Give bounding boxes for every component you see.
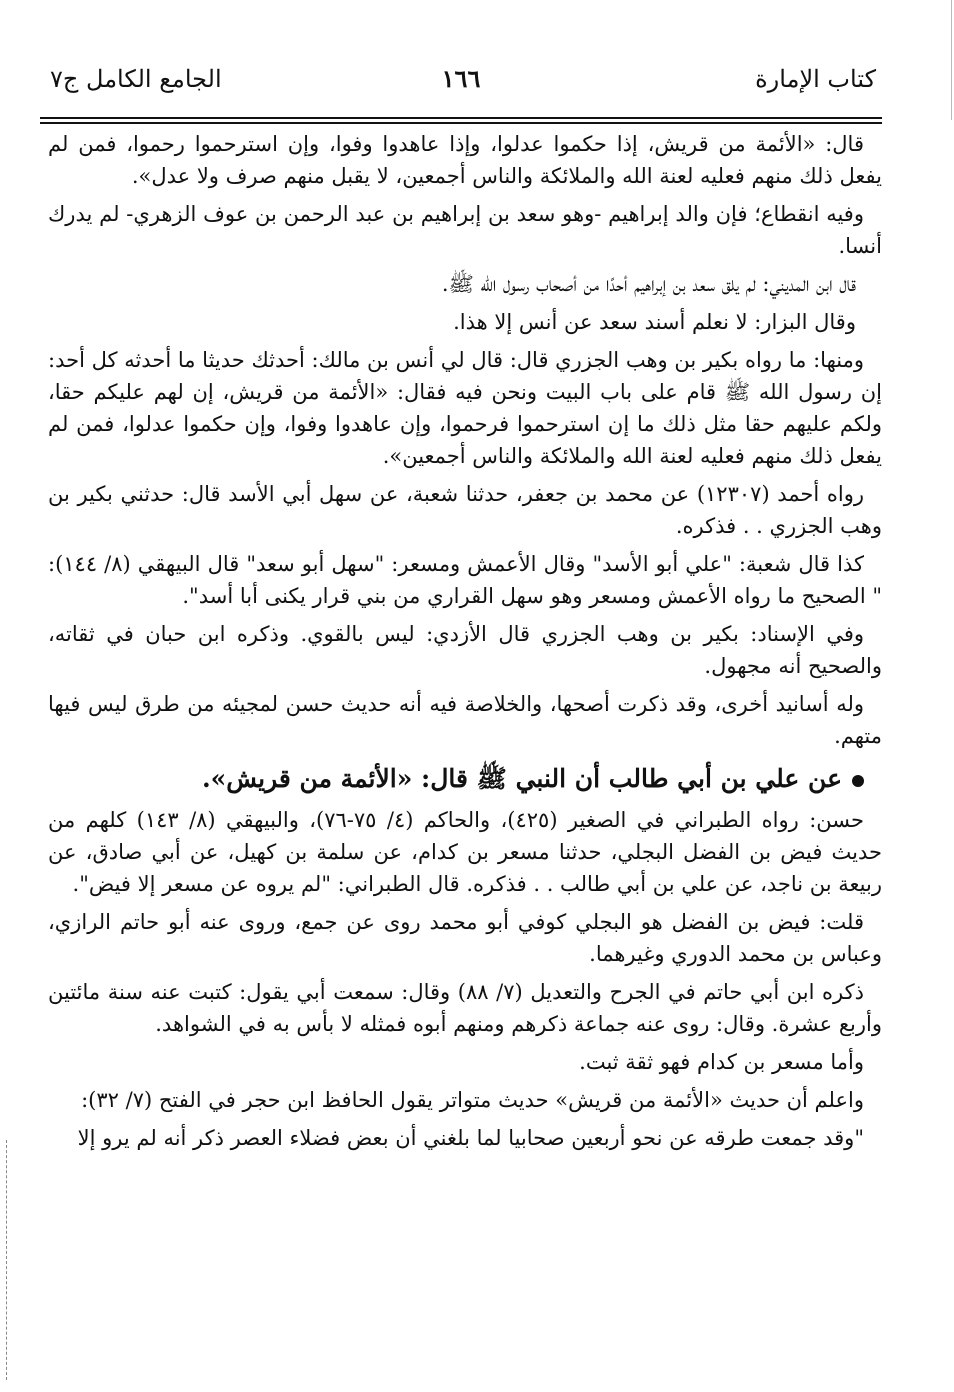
paragraph: ذكره ابن أبي حاتم في الجرح والتعديل (٧/ ٨٨) وقال: سمعت أبي يقول: كتبت عنه سنة مائتين وأربع عشرة. وقال: روى عنه جماعة ذكرهم ومنهم أبوه فمثله لا بأس به في الشواهد. [48,980,882,1036]
hadith-heading [48,760,882,798]
paragraph: "وقد جمعت طرقه عن نحو أربعين صحابيا لما بلغني أن بعض فضلاء العصر ذكر أنه لم يرو إلا [77,1126,864,1150]
paragraph: وله أسانيد أخرى، وقد ذكرت أصحها، والخلاصة فيه أنه حديث حسن لمجيئه من طرق ليس فيها متهم. [48,692,882,748]
scan-edge-line [951,0,952,120]
page-header [40,56,882,116]
paragraph: قلت: فيض بن الفضل هو البجلي كوفي أبو محمد روى عن جمع، وروى عنه أبو حاتم الرازي، وعباس بن محمد الدوري وغيرهما. [48,910,882,966]
paragraph: رواه أحمد (١٢٣٠٧) عن محمد بن جعفر، حدثنا شعبة، عن سهل أبي الأسد قال: حدثني بكير بن وهب الجزري . . فذكره. [48,482,882,538]
paragraph: كذا قال شعبة: "علي أبو الأسد" وقال الأعمش ومسعر: "سهل أبو سعد" قال البيهقي (٨/ ١٤٤): " الصحيح ما رواه الأعمش ومسعر وهو سهل القراري من بني قرار يكنى أبا أسد". [48,552,882,608]
page-body [48,128,882,1160]
paragraph: حسن: رواه الطبراني في الصغير (٤٢٥)، والحاكم (٤/ ٧٥-٧٦)، والبيهقي (٨/ ١٤٣) كلهم من حديث فيض بن الفضل البجلي، حدثنا مسعر بن كدام، عن سلمة بن كهيل، عن أبي صادق، عن ربيعة بن ناجد، عن علي بن أبي طالب . . فذكره. قال الطبراني: "لم يروه عن مسعر إلا فيض". [48,808,882,896]
paragraph: قال: «الأئمة من قريش، إذا حكموا عدلوا، وإذا عاهدوا وفوا، وإن استرحموا رحموا، فمن لم يفعل ذلك منهم فعليه لعنة الله والملائكة والناس أجمعين، لا يقبل منهم صرف ولا عدل». [48,132,882,188]
paragraph: وفي الإسناد: بكير بن وهب الجزري قال الأزدي: ليس بالقوي. وذكره ابن حبان في ثقاته، والصحيح أنه مجهول. [48,622,882,678]
bullet-icon [852,775,864,787]
scan-margin-marks [6,1140,9,1380]
quote-paragraph: قال ابن المديني: لم يلق سعد بن إبراهيم أحدًا من أصحاب رسول الله ﷺ. [441,272,856,296]
paragraph: وأما مسعر بن كدام فهو ثقة ثبت. [579,1050,864,1074]
header-rule-top [40,117,882,119]
quote-paragraph: وقال البزار: لا نعلم أسند سعد عن أنس إلا هذا. [453,310,856,334]
volume-title: الجامع الكامل ج٧ [50,65,222,93]
page-number: ١٦٦ [441,64,481,93]
header-rule-bottom [40,122,882,124]
paragraph: واعلم أن حديث «الأئمة من قريش» حديث متواتر يقول الحافظ ابن حجر في الفتح (٧/ ٣٢): [81,1088,864,1112]
paragraph: ومنها: ما رواه بكير بن وهب الجزري قال: قال لي أنس بن مالك: أحدثك حديثا ما أحدثه كل أحد: إن رسول الله ﷺ قام على باب البيت ونحن فيه فقال: «الأئمة من قريش، إن لهم عليكم حقا، ولكم عليهم حقا مثل ذلك ما إن استرحموا فرحموا، وإن عاهدوا وفوا، وإن حكموا عدلوا، فمن لم يفعل ذلك منهم فعليه لعنة الله والملائكة والناس أجمعين». [48,348,882,468]
paragraph: وفيه انقطاع؛ فإن والد إبراهيم -وهو سعد بن إبراهيم بن عبد الرحمن بن عوف الزهري- لم يدرك أنسا. [48,202,882,258]
hadith-heading-text: عن علي بن أبي طالب أن النبي ﷺ قال: «الأئمة من قريش». [201,764,842,793]
book-section-title: كتاب الإمارة [755,65,876,93]
